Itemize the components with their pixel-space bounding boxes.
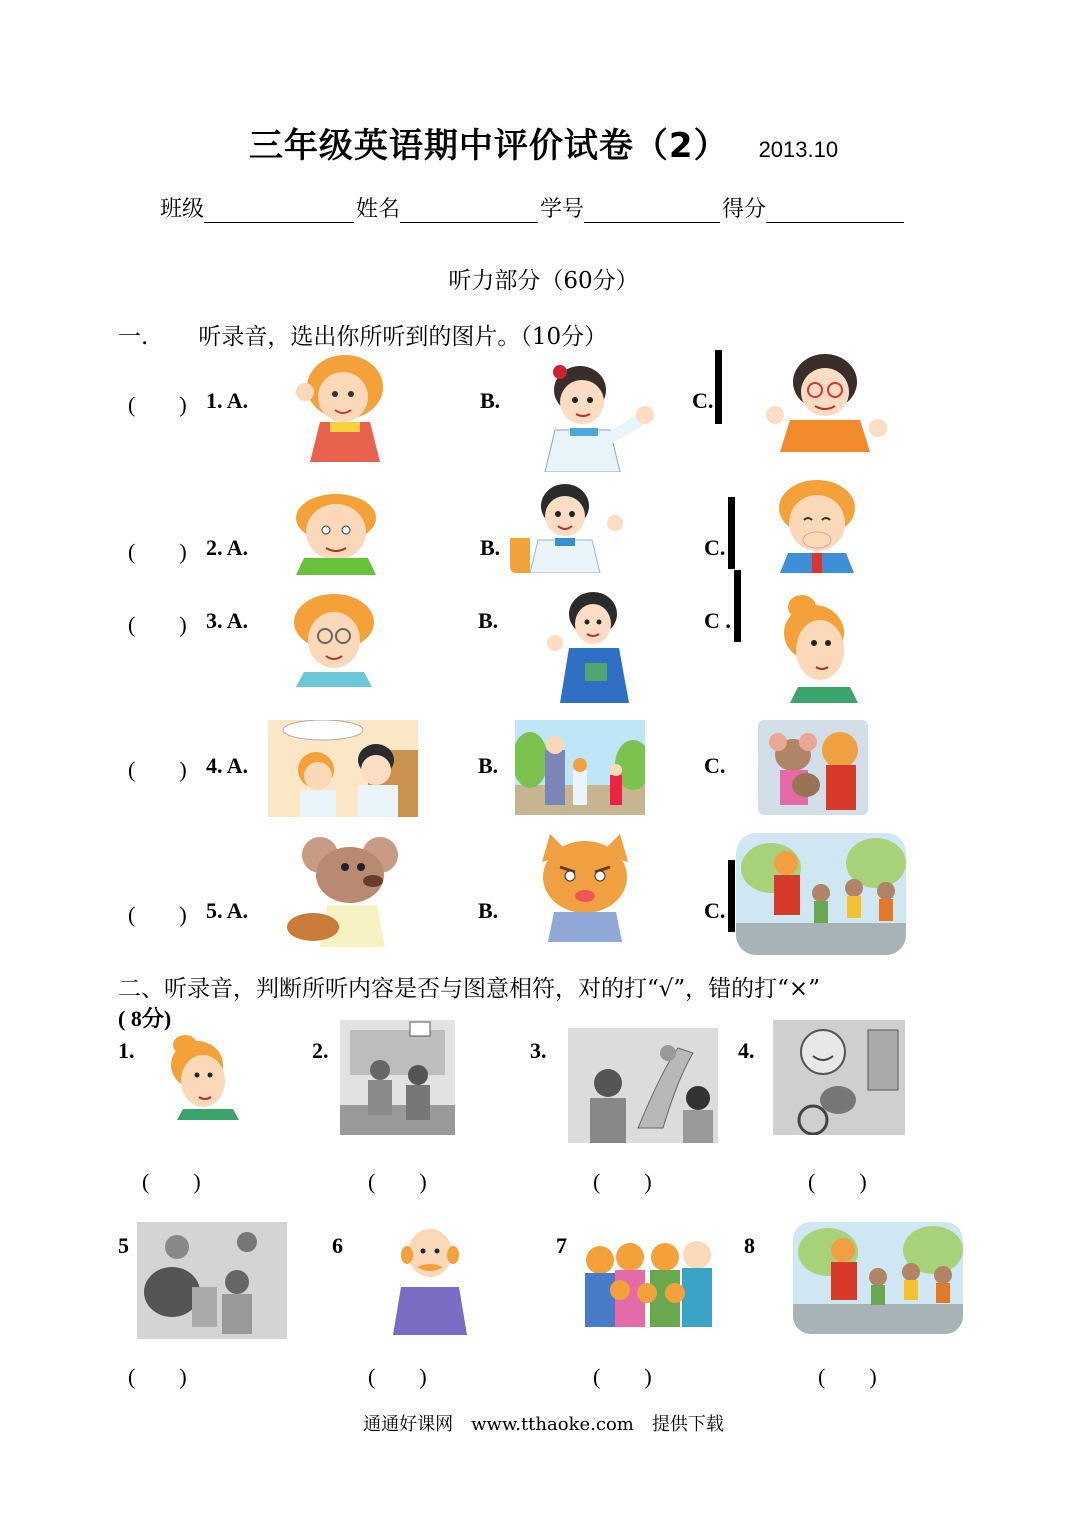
part1-heading [118, 318, 607, 351]
judge-paren-6[interactable]: ( ) [368, 1364, 427, 1389]
girl-glasses-picture [760, 350, 890, 452]
girl-orange-hair-picture [285, 352, 400, 462]
kids-walking-school-gray-picture [340, 1020, 455, 1135]
margin-bar [728, 497, 735, 569]
margin-bar [715, 350, 722, 424]
part2-instruction: 二、听录音，判断所听内容是否与图意相符，对的打“√”，错的打“×” [118, 976, 820, 1002]
item-number-2: 2. [312, 1038, 329, 1063]
girl-side-ponytail-small-picture [155, 1035, 245, 1120]
q3-option-a-label: 3. A. [206, 608, 249, 633]
kids-playing-gray-picture [137, 1222, 287, 1339]
q3-option-b-label: B. [478, 608, 499, 633]
page-footer: 通通好课网 www.tthaoke.com 提供下载 [363, 1414, 724, 1435]
girl-ponytail-waving-picture [530, 360, 660, 472]
judge-paren-2[interactable]: ( ) [368, 1169, 427, 1194]
margin-bar [734, 570, 741, 642]
q1-option-b-label: B. [480, 388, 501, 413]
judge-paren-1[interactable]: ( ) [142, 1169, 201, 1194]
q4-option-b-label: B. [478, 753, 499, 778]
q3-option-c-label: C . [704, 608, 731, 633]
mice-and-cat-picture [758, 720, 868, 815]
grandma-glasses-picture [288, 592, 380, 687]
item-number-6: 6 [332, 1233, 343, 1258]
item-number-8: 8 [744, 1233, 755, 1258]
girl-side-ponytail-picture [770, 595, 862, 703]
answer-paren-4[interactable]: ( ) [128, 757, 187, 782]
cat-and-mice-park-picture [736, 833, 906, 955]
class-blank[interactable] [204, 198, 354, 223]
q5-option-b-label: B. [478, 898, 499, 923]
big-family-picture [575, 1235, 720, 1327]
cat-and-mice-park-small-picture [793, 1222, 963, 1334]
class-label: 班级 [160, 197, 205, 222]
judge-paren-7[interactable]: ( ) [593, 1364, 652, 1389]
teacher-woman-picture [545, 588, 640, 703]
item-number-1: 1. [118, 1038, 135, 1063]
two-boys-talking-picture [268, 720, 418, 817]
judge-paren-3[interactable]: ( ) [593, 1169, 652, 1194]
q5-option-c-label: C. [704, 898, 726, 923]
judge-paren-4[interactable]: ( ) [808, 1169, 867, 1194]
grandpa-picture [385, 1225, 475, 1335]
q5-option-a-label: 5. A. [206, 898, 249, 923]
name-blank[interactable] [400, 198, 538, 223]
exam-date: 2013.10 [758, 137, 839, 162]
margin-bar [728, 860, 735, 932]
name-label: 姓名 [356, 197, 401, 222]
q4-option-c-label: C. [704, 753, 726, 778]
q2-option-c-label: C. [704, 535, 726, 560]
score-blank[interactable] [766, 198, 904, 223]
q1-option-a-label: 1. A. [206, 388, 249, 413]
part1-number: 一. [118, 324, 149, 350]
item-number-4: 4. [738, 1038, 755, 1063]
student-number-label: 学号 [540, 197, 585, 222]
answer-paren-2[interactable]: ( ) [128, 539, 187, 564]
mouse-and-sun-gray-picture [773, 1020, 905, 1135]
student-number-blank[interactable] [584, 198, 720, 223]
kids-at-slide-gray-picture [568, 1028, 718, 1143]
part2-heading [118, 970, 938, 1003]
score-label: 得分 [722, 197, 767, 222]
part2-points: ( 8分) [118, 1006, 172, 1031]
boy-school-bag-picture [510, 478, 625, 573]
tiger-cat-crying-picture [530, 832, 640, 942]
answer-paren-3[interactable]: ( ) [128, 612, 187, 637]
exam-title: 三年级英语期中评价试卷（2） [248, 126, 729, 166]
item-number-7: 7 [556, 1233, 567, 1258]
judge-paren-5[interactable]: ( ) [128, 1364, 187, 1389]
item-number-3: 3. [530, 1038, 547, 1063]
judge-paren-8[interactable]: ( ) [818, 1364, 877, 1389]
part1-instruction: 听录音，选出你所听到的图片。（10分） [198, 324, 608, 350]
item-number-5: 5 [118, 1233, 129, 1258]
q1-option-c-label: C. [692, 388, 714, 413]
boy-orange-hair-picture [290, 490, 382, 575]
answer-paren-1[interactable]: ( ) [128, 392, 187, 417]
student-info-row [160, 192, 906, 223]
answer-paren-5[interactable]: ( ) [128, 902, 187, 927]
mouse-with-bread-picture [285, 835, 410, 947]
boy-laughing-picture [772, 478, 862, 573]
exam-title-line [0, 118, 1087, 167]
q4-option-a-label: 4. A. [206, 753, 249, 778]
q2-option-a-label: 2. A. [206, 535, 249, 560]
family-walking-outdoors-picture [515, 720, 645, 815]
listening-section-title: 听力部分（60分） [448, 268, 639, 294]
q2-option-b-label: B. [480, 535, 501, 560]
